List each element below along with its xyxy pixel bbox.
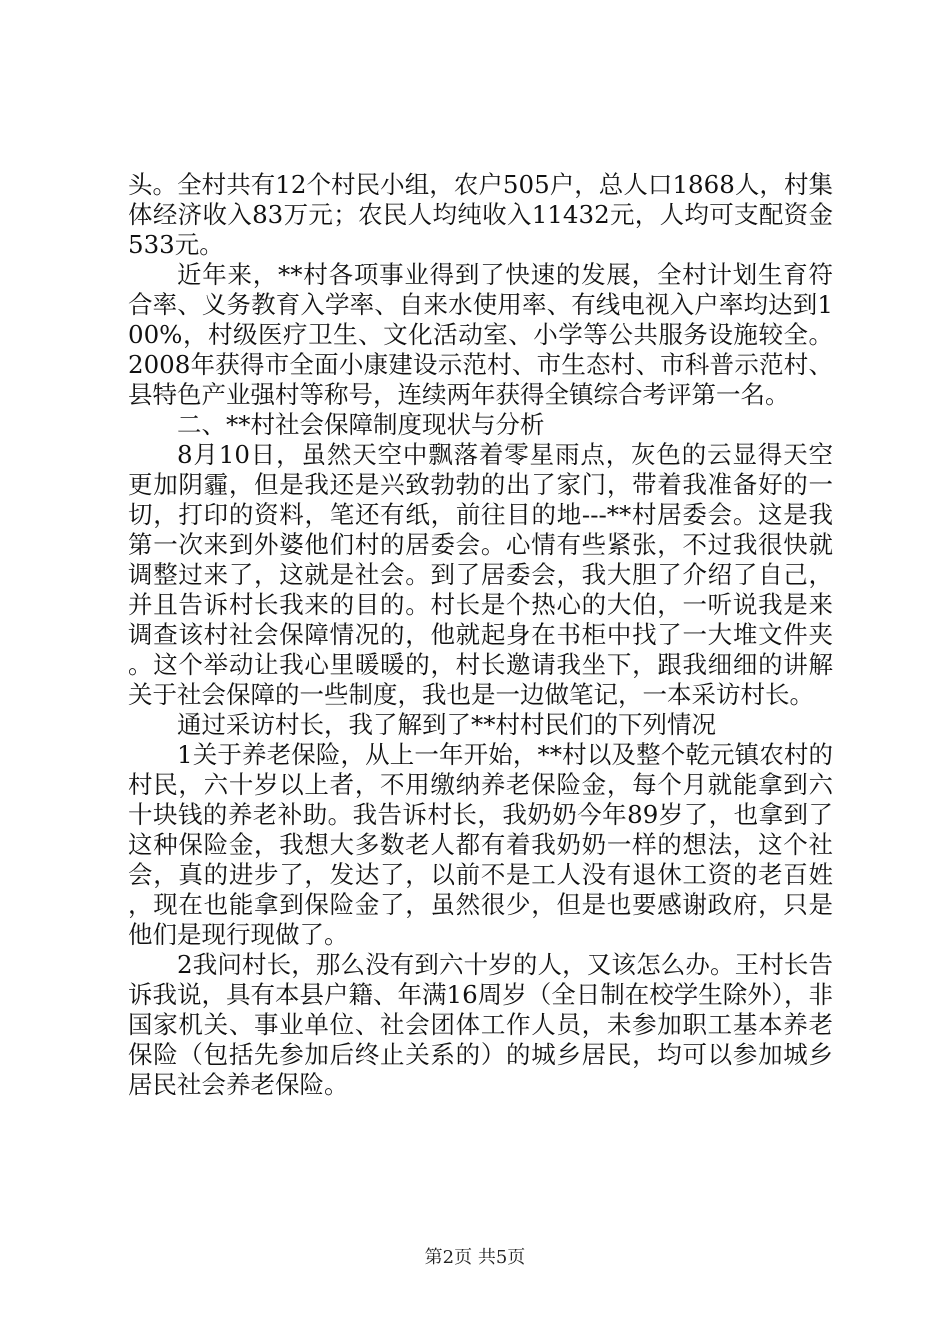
page-number-footer: 第2页 共5页 <box>424 1247 526 1268</box>
section-heading-social-security: 二、**村社会保障制度现状与分析 <box>177 410 545 439</box>
paragraph-pension-insurance: 1关于养老保险，从上一年开始，**村以及整个乾元镇农村的村民，六十岁以上者，不用缴纳养老保险金，每个月就能拿到六十块钱的养老补助。我告诉村长，我奶奶今年89岁了，也拿到了这种保险金，我想大多数老人都有着我奶奶一样的想法，这个社会，真的进步了，发达了，以前不是工人没有退休工资的老百姓，现在也能拿到保险金了，虽然很少，但是也要感谢政府，只是他们是现行现做了。 <box>128 740 833 949</box>
paragraph-under-sixty: 2我问村长，那么没有到六十岁的人，又该怎么办。王村长告诉我说，具有本县户籍、年满16周岁（全日制在校学生除外），非国家机关、事业单位、社会团体工作人员，未参加职工基本养老保险（包括先参加后终止关系的）的城乡居民，均可以参加城乡居民社会养老保险。 <box>128 950 833 1099</box>
document-body <box>128 170 833 1100</box>
paragraph-village-statistics: 头。全村共有12个村民小组，农户505户，总人口1868人，村集体经济收入83万元；农民人均纯收入11432元，人均可支配资金533元。 <box>128 170 833 259</box>
paragraph-interview-intro: 通过采访村长，我了解到了**村村民们的下列情况 <box>177 710 716 739</box>
paragraph-recent-development: 近年来，**村各项事业得到了快速的发展，全村计划生育符合率、义务教育入学率、自来水使用率、有线电视入户率均达到100%，村级医疗卫生、文化活动室、小学等公共服务设施较全。2008年获得市全面小康建设示范村、市生态村、市科普示范村、县特色产业强村等称号，连续两年获得全镇综合考评第一名。 <box>128 260 833 409</box>
paragraph-visit-narrative: 8月10日，虽然天空中飘落着零星雨点，灰色的云显得天空更加阴霾，但是我还是兴致勃勃的出了家门，带着我准备好的一切，打印的资料，笔还有纸，前往目的地---**村居委会。这是我第一次来到外婆他们村的居委会。心情有些紧张，不过我很快就调整过来了，这就是社会。到了居委会，我大胆了介绍了自己，并且告诉村长我来的目的。村长是个热心的大伯，一听说我是来调查该村社会保障情况的，他就起身在书柜中找了一大堆文件夹。这个举动让我心里暖暖的，村长邀请我坐下，跟我细细的讲解关于社会保障的一些制度，我也是一边做笔记，一本采访村长。 <box>128 440 833 709</box>
